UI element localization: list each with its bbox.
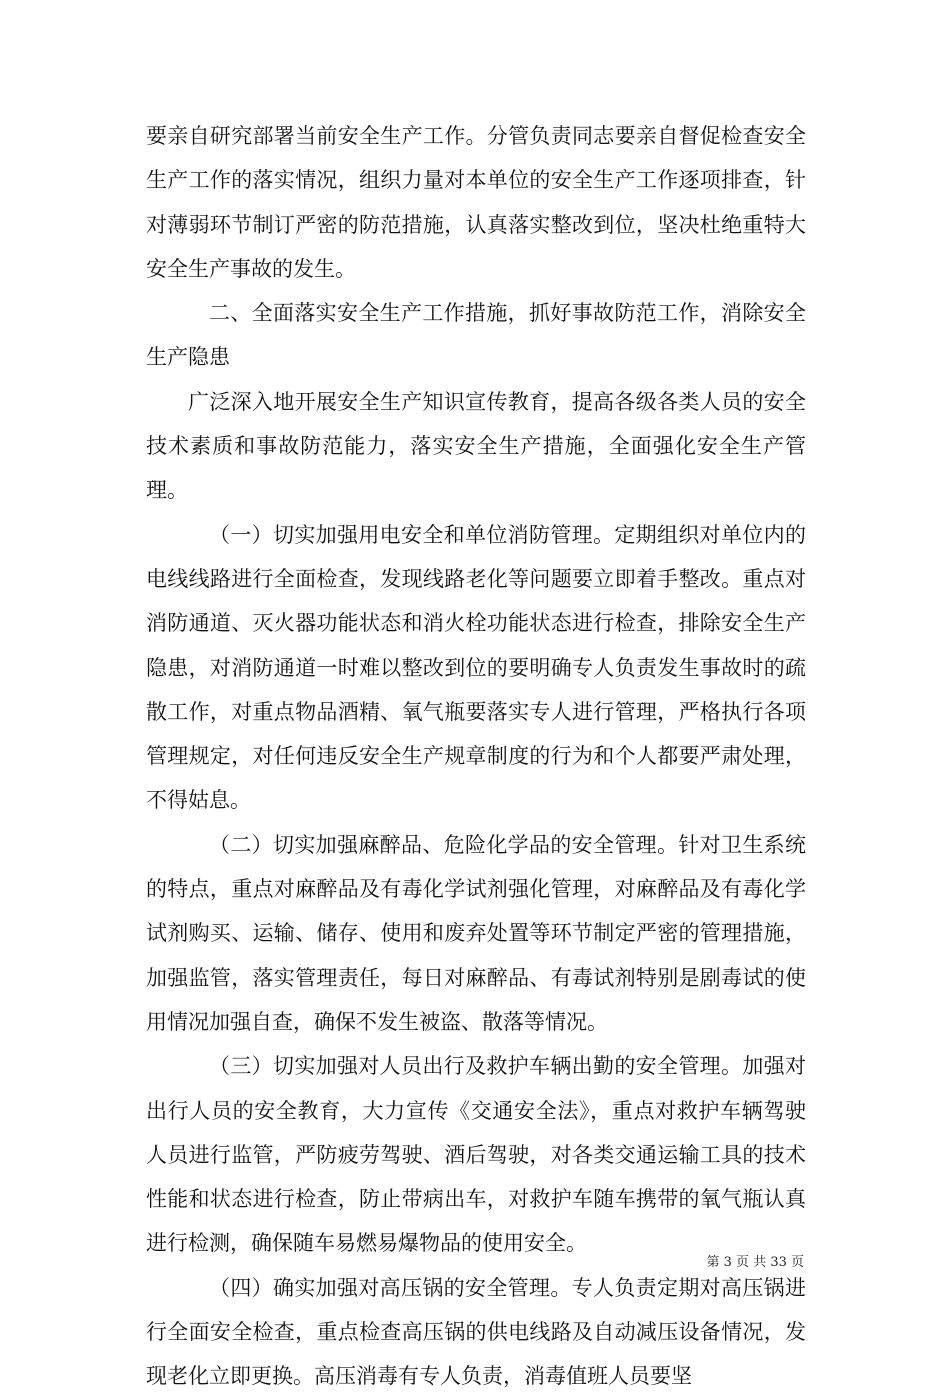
document-body: [146, 114, 806, 1399]
paragraph-item-4: （四）确实加强对高压锅的安全管理。专人负责定期对高压锅进行全面安全检查，重点检查高压锅的供电线路及自动减压设备情况，发现老化立即更换。高压消毒有专人负责，消毒值班人员要坚: [146, 1275, 806, 1389]
paragraph-item-2: （二）切实加强麻醉品、危险化学品的安全管理。针对卫生系统的特点，重点对麻醉品及有毒化学试剂强化管理，对麻醉品及有毒化学试剂购买、运输、储存、使用和废弃处置等环节制定严密的管理措施，加强监管，落实管理责任，每日对麻醉品、有毒试剂特别是剧毒试的使用情况加强自查，确保不发生被盗、散落等情况。: [146, 832, 806, 1034]
paragraph-intro: 广泛深入地开展安全生产知识宣传教育，提高各级各类人员的安全技术素质和事故防范能力，落实安全生产措施，全面强化安全生产管理。: [146, 389, 806, 503]
paragraph-item-3: （三）切实加强对人员出行及救护车辆出勤的安全管理。加强对出行人员的安全教育，大力宣传《交通安全法》，重点对救护车辆驾驶人员进行监管，严防疲劳驾驶、酒后驾驶，对各类交通运输工具的技术性能和状态进行检查，防止带病出车，对救护车随车携带的氧气瓶认真进行检测，确保随车易燃易爆物品的使用安全。: [146, 1054, 806, 1256]
paragraph-item-1: （一）切实加强用电安全和单位消防管理。定期组织对单位内的电线线路进行全面检查，发现线路老化等问题要立即着手整改。重点对消防通道、灭火器功能状态和消火栓功能状态进行检查，排除安全生产隐患，对消防通道一时难以整改到位的要明确专人负责发生事故时的疏散工作，对重点物品酒精、氧气瓶要落实专人进行管理，严格执行各项管理规定，对任何违反安全生产规章制度的行为和个人都要严肃处理，不得姑息。: [146, 522, 806, 813]
section-heading-2: 二、全面落实安全生产工作措施，抓好事故防范工作，消除安全生产隐患: [146, 301, 806, 370]
paragraph-continuation: 要亲自研究部署当前安全生产工作。分管负责同志要亲自督促检查安全生产工作的落实情况，组织力量对本单位的安全生产工作逐项排查，针对薄弱环节制订严密的防范措施，认真落实整改到位，坚决杜绝重特大安全生产事故的发生。: [146, 124, 806, 281]
page-number-footer: 第 3 页 共 33 页: [706, 1255, 804, 1270]
